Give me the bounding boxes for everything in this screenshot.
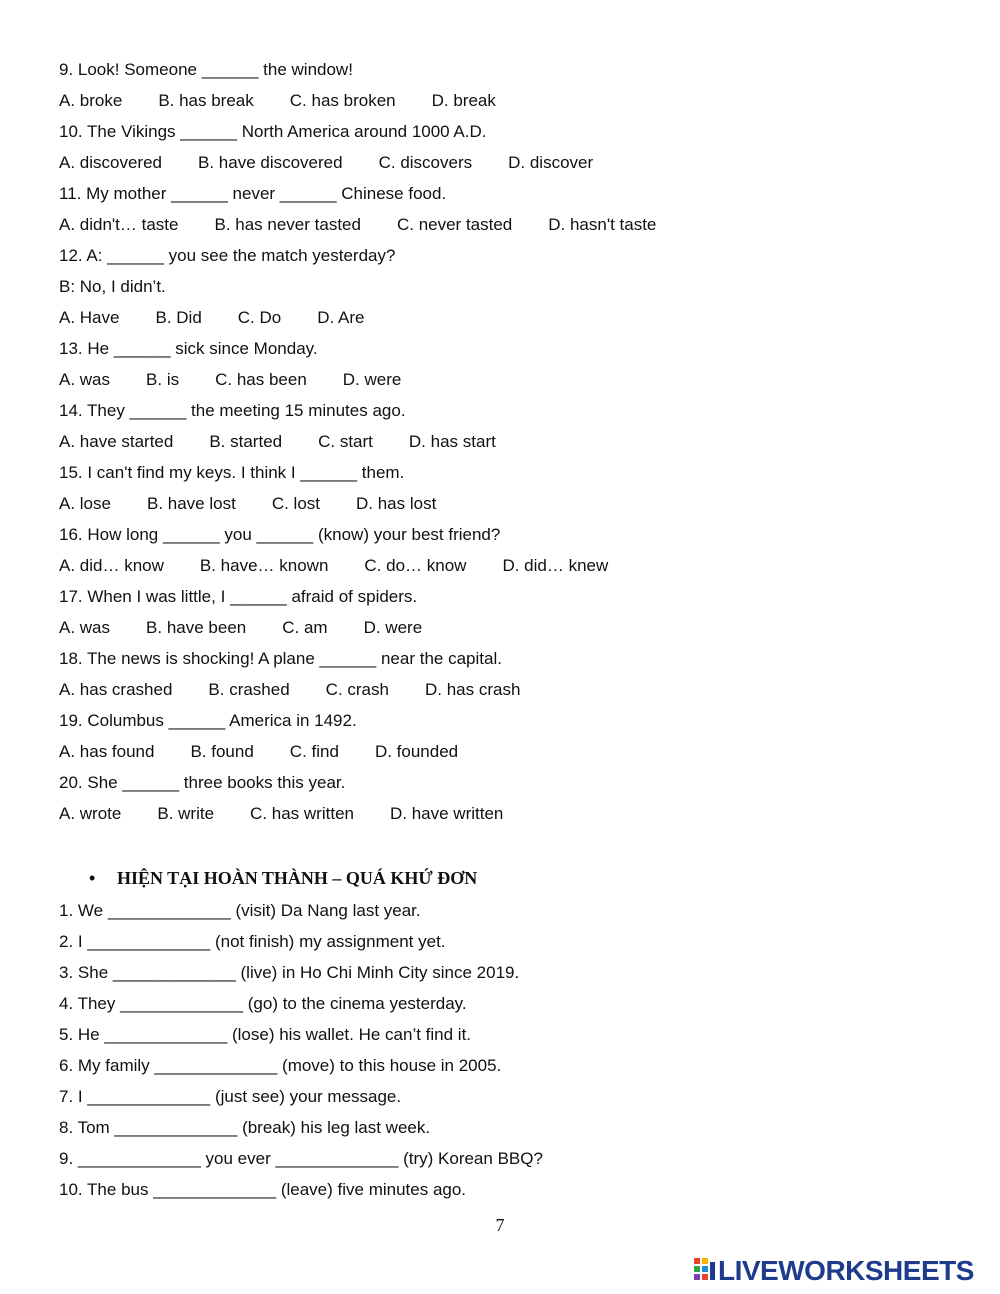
mc-question-12-reply: B: No, I didn’t. — [59, 277, 166, 296]
option-d: D. has crash — [424, 680, 521, 699]
option-b: B. have discovered — [198, 153, 343, 172]
option-b: B. have been — [146, 618, 247, 637]
mc-question-12: 12. A: ______ you see the match yesterday? — [59, 246, 396, 265]
mc-question-20: 20. She ______ three books this year. — [59, 773, 346, 792]
mc-options-17 — [59, 618, 458, 638]
option-d: D. has start — [408, 432, 496, 451]
option-d: D. were — [363, 618, 423, 637]
option-c: C. start — [318, 432, 373, 451]
option-c: C. find — [289, 742, 339, 761]
section-heading — [89, 867, 477, 889]
mc-question-9: 9. Look! Someone ______ the window! — [59, 60, 353, 79]
mc-question-13: 13. He ______ sick since Monday. — [59, 339, 318, 358]
option-b: B. have… known — [199, 556, 329, 575]
fill-item-3: 3. She _____________ (live) in Ho Chi Minh City since 2019. — [59, 963, 520, 982]
option-c: C. has been — [215, 370, 307, 389]
option-d: D. has lost — [356, 494, 437, 513]
option-d: D. were — [342, 370, 402, 389]
mc-options-13 — [59, 370, 437, 390]
mc-options-11 — [59, 215, 692, 235]
option-a: A. broke — [59, 91, 123, 110]
option-a: A. wrote — [59, 804, 122, 823]
option-a: A. Have — [59, 308, 120, 327]
mc-options-20 — [59, 804, 539, 824]
mc-question-14: 14. They ______ the meeting 15 minutes ago. — [59, 401, 406, 420]
option-c: C. am — [282, 618, 328, 637]
page-number: 7 — [495, 1215, 505, 1235]
option-d: D. did… knew — [502, 556, 609, 575]
mc-question-17: 17. When I was little, I ______ afraid of spiders. — [59, 587, 418, 606]
mc-question-11: 11. My mother ______ never ______ Chinese food. — [59, 184, 447, 203]
option-d: D. hasn't taste — [548, 215, 657, 234]
option-a: A. didn't… taste — [59, 215, 179, 234]
mc-options-14 — [59, 432, 532, 452]
option-c: C. has written — [250, 804, 354, 823]
mc-options-19 — [59, 742, 494, 762]
liveworksheets-logo[interactable] — [694, 1256, 974, 1286]
bullet-icon: • — [89, 868, 96, 888]
fill-item-10: 10. The bus _____________ (leave) five minutes ago. — [59, 1180, 467, 1199]
option-b: B. started — [209, 432, 283, 451]
option-c: C. discovers — [378, 153, 473, 172]
option-d: D. break — [431, 91, 496, 110]
option-d: D. have written — [389, 804, 504, 823]
option-c: C. never tasted — [396, 215, 513, 234]
mc-options-10 — [59, 153, 629, 173]
fill-item-6: 6. My family _____________ (move) to this house in 2005. — [59, 1056, 502, 1075]
option-a: A. have started — [59, 432, 174, 451]
mc-question-18: 18. The news is shocking! A plane ______ near the capital. — [59, 649, 502, 668]
option-a: A. did… know — [59, 556, 164, 575]
option-b: B. is — [146, 370, 180, 389]
option-c: C. lost — [271, 494, 320, 513]
fill-item-5: 5. He _____________ (lose) his wallet. He can’t find it. — [59, 1025, 472, 1044]
mc-question-10: 10. The Vikings ______ North America around 1000 A.D. — [59, 122, 487, 141]
liveworksheets-logo-icon — [694, 1258, 716, 1284]
fill-item-2: 2. I _____________ (not finish) my assignment yet. — [59, 932, 446, 951]
option-c: C. do… know — [364, 556, 467, 575]
option-c: C. Do — [237, 308, 282, 327]
option-a: A. lose — [59, 494, 111, 513]
fill-item-1: 1. We _____________ (visit) Da Nang last year. — [59, 901, 421, 920]
option-d: D. founded — [374, 742, 459, 761]
option-c: C. crash — [325, 680, 389, 699]
option-c: C. has broken — [289, 91, 396, 110]
option-a: A. discovered — [59, 153, 162, 172]
mc-question-16: 16. How long ______ you ______ (know) your best friend? — [59, 525, 501, 544]
section-title: HIỆN TẠI HOÀN THÀNH – QUÁ KHỨ ĐƠN — [117, 868, 478, 888]
option-a: A. was — [59, 618, 111, 637]
option-b: B. has never tasted — [214, 215, 361, 234]
option-a: A. has crashed — [59, 680, 173, 699]
mc-question-19: 19. Columbus ______ America in 1492. — [59, 711, 357, 730]
fill-item-9: 9. _____________ you ever _____________ (try) Korean BBQ? — [59, 1149, 543, 1168]
fill-item-8: 8. Tom _____________ (break) his leg last week. — [59, 1118, 431, 1137]
option-b: B. have lost — [146, 494, 236, 513]
mc-options-16 — [59, 556, 644, 576]
logo-text: LIVEWORKSHEETS — [718, 1255, 974, 1286]
option-a: A. was — [59, 370, 111, 389]
option-b: B. found — [190, 742, 254, 761]
option-b: B. Did — [155, 308, 202, 327]
mc-options-9 — [59, 91, 532, 111]
mc-options-15 — [59, 494, 472, 514]
fill-item-7: 7. I _____________ (just see) your message. — [59, 1087, 402, 1106]
option-d: D. discover — [508, 153, 594, 172]
option-d: D. Are — [317, 308, 365, 327]
option-b: B. write — [157, 804, 215, 823]
option-b: B. crashed — [208, 680, 290, 699]
fill-item-4: 4. They _____________ (go) to the cinema yesterday. — [59, 994, 467, 1013]
mc-options-18 — [59, 680, 556, 700]
mc-question-15: 15. I can't find my keys. I think I ______ them. — [59, 463, 405, 482]
option-a: A. has found — [59, 742, 155, 761]
mc-options-12 — [59, 308, 401, 328]
option-b: B. has break — [158, 91, 254, 110]
